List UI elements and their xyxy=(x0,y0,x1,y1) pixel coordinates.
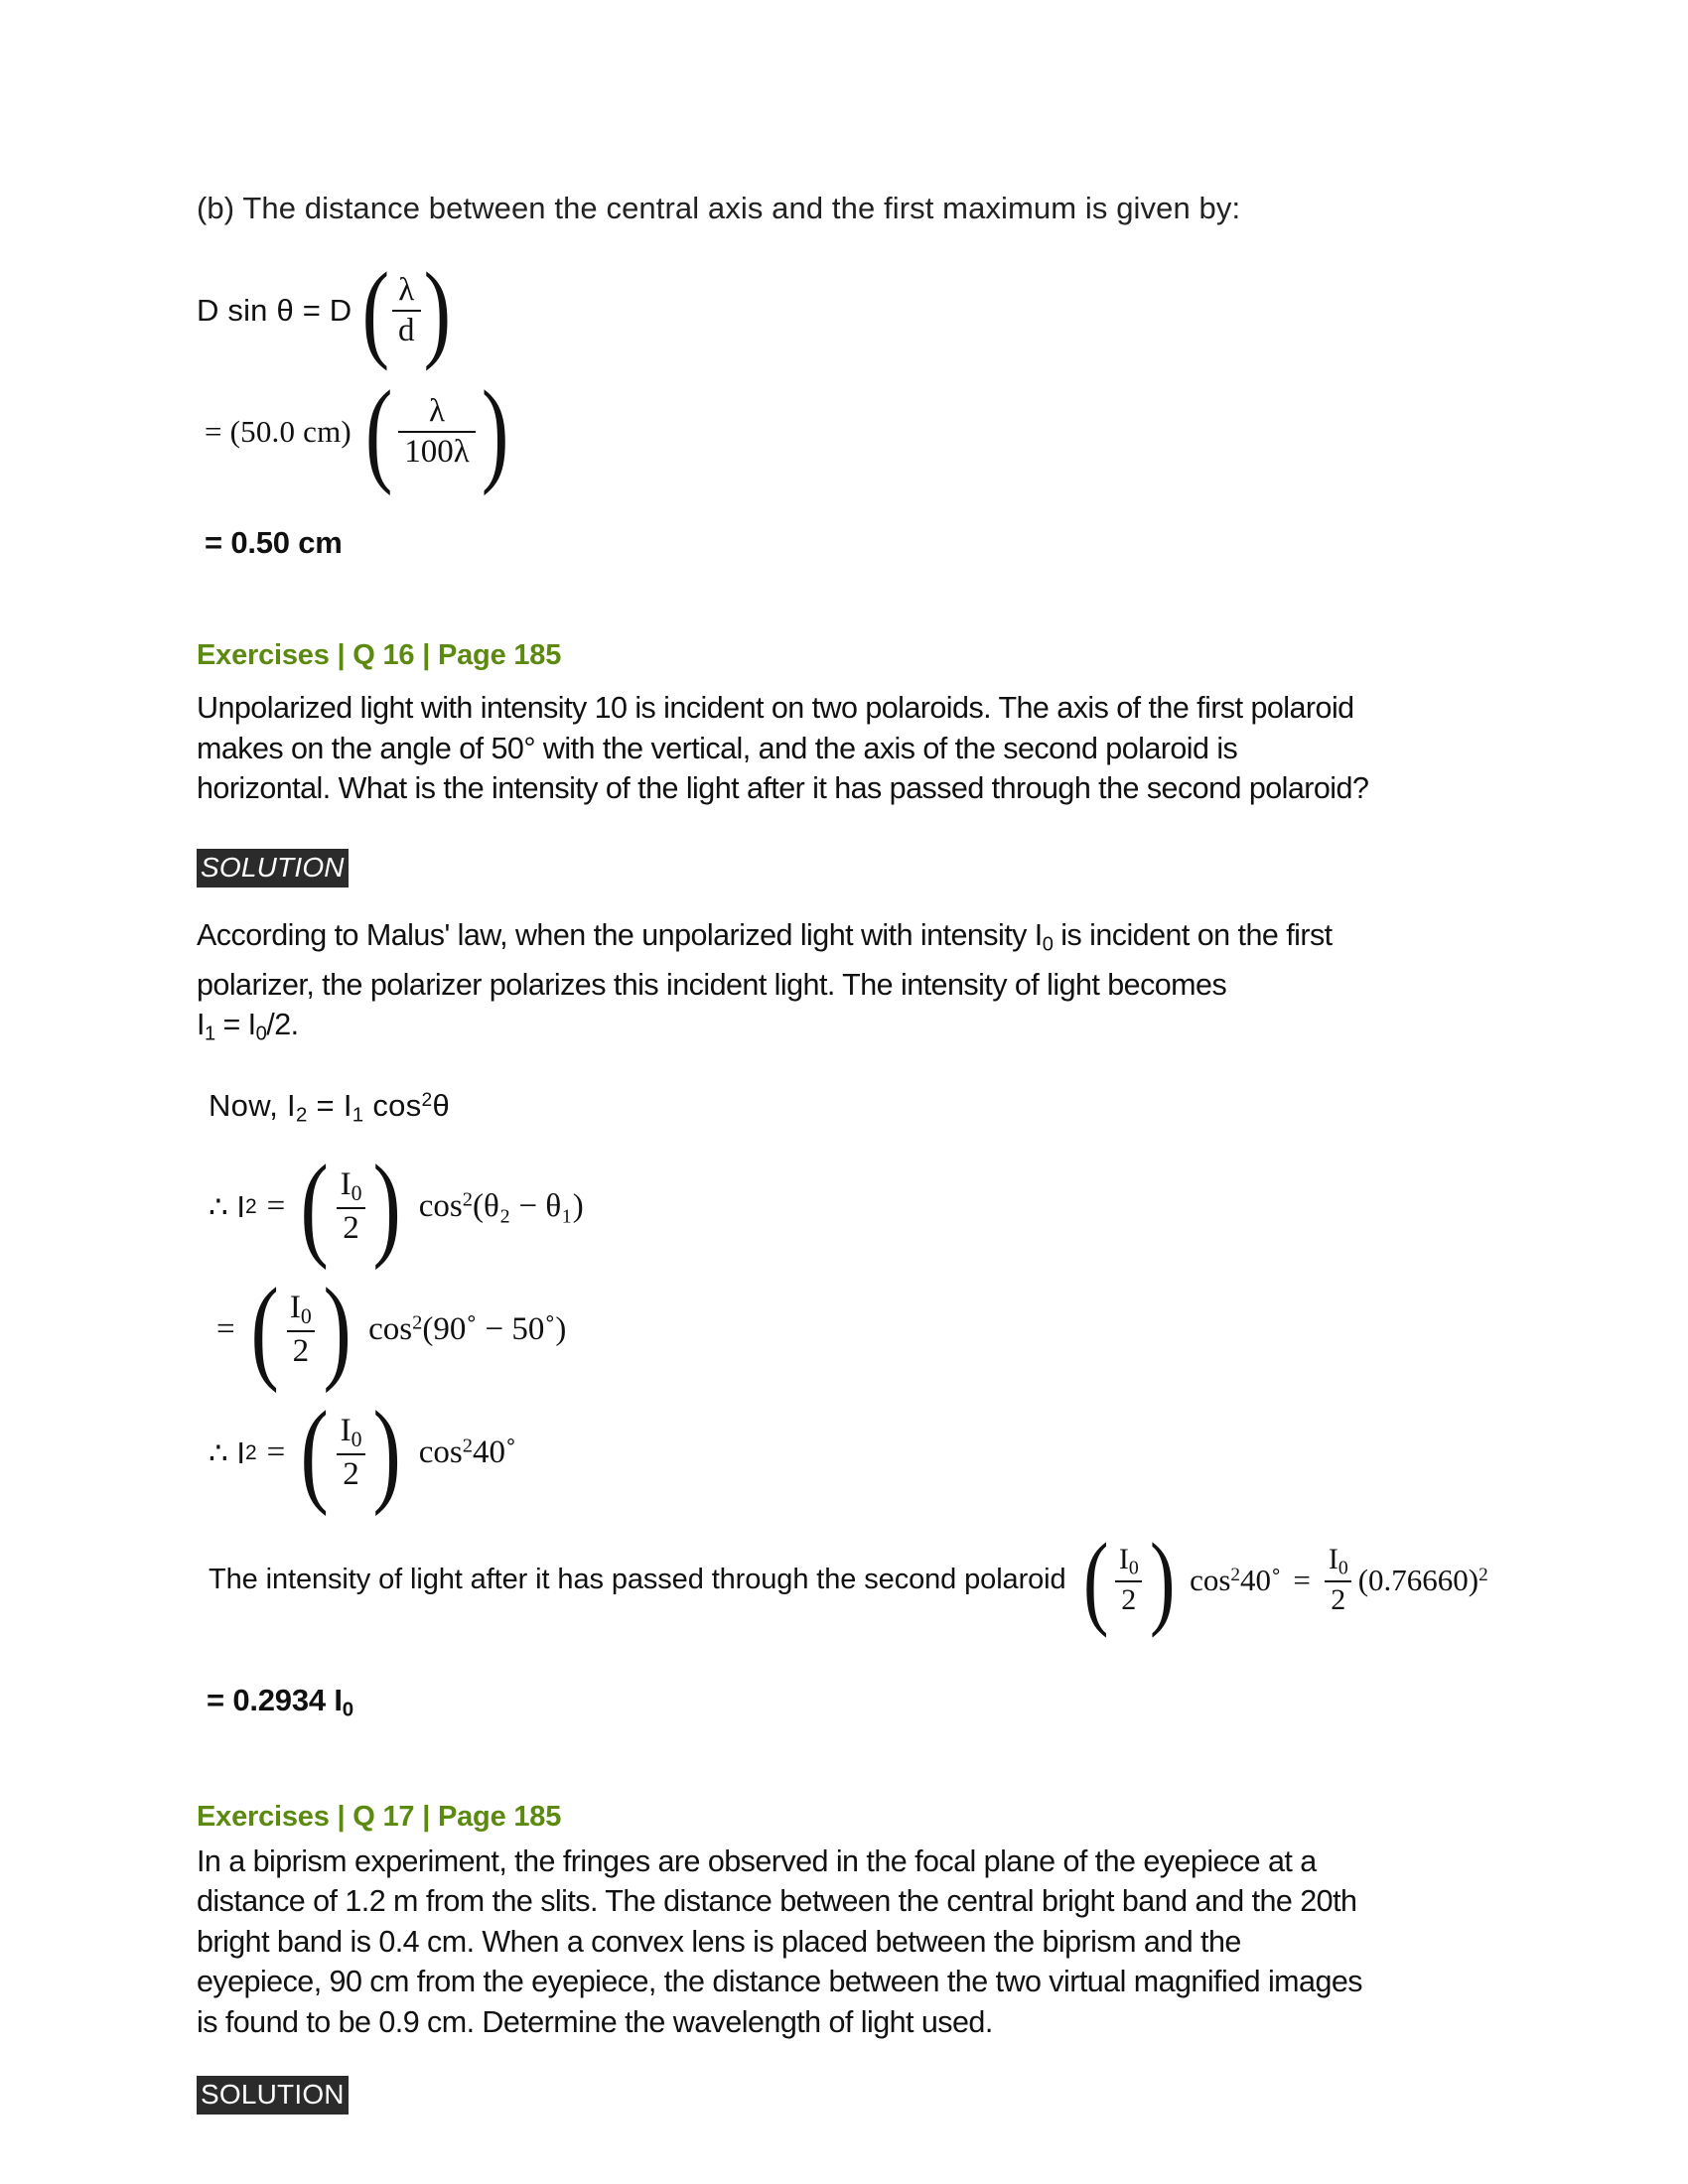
cos-label: cos xyxy=(1190,1562,1231,1597)
left-paren: ( xyxy=(300,1387,330,1518)
fraction-denominator: 2 xyxy=(1115,1580,1142,1616)
part-b-intro: (b) The distance between the central axis and the first maximum is given by: xyxy=(197,191,1241,225)
fraction-denominator: 2 xyxy=(1325,1580,1351,1616)
i0-subscript: 0 xyxy=(351,1181,362,1206)
i0-subscript: 0 xyxy=(1128,1557,1139,1579)
fraction-denominator: 2 xyxy=(337,1207,365,1246)
cos-power: 2 xyxy=(462,1188,473,1211)
q16-answer xyxy=(207,1683,1487,1722)
numeric-value: (0.76660) xyxy=(1357,1562,1479,1597)
i0-symbol: I xyxy=(340,1413,352,1449)
right-paren: ) xyxy=(1149,1521,1176,1638)
i1-equals: = I xyxy=(214,1008,256,1042)
equation-50cm xyxy=(205,365,1487,496)
fraction-numerator xyxy=(1323,1545,1354,1580)
now-equals: = I xyxy=(307,1088,352,1124)
left-paren: ( xyxy=(1082,1521,1108,1638)
equation-i2-substituted xyxy=(216,1264,1487,1395)
question-text-q17: In a biprism experiment, the fringes are observed in the focal plane of the eyepiece at a distance of 1.2 m from the slits. The distance between the central bright band and the 20th bright band is 0.4 cm. When a convex lens is placed between the biprism and the eyepiece, 90 cm from the eyepiece, the distance between the two virtual magnified images is found to be 0.9 cm. Determine the wavelength of light used. xyxy=(197,1843,1362,2039)
fraction-numerator: λ xyxy=(398,271,415,308)
cos-power: 2 xyxy=(1230,1564,1240,1585)
cos-argument: 40˚ xyxy=(472,1434,516,1471)
fraction-denominator: 100λ xyxy=(398,431,476,470)
question-text-q16: Unpolarized light with intensity 10 is incident on two polaroids. The axis of the first polaroid makes on the angle of 50° with the vertical, and the axis of the second polaroid is horizontal. What is the intensity of the light after it has passed through the second polaroid? xyxy=(197,691,1369,805)
eq-c-lead: ∴ I xyxy=(209,1434,245,1470)
solution-paragraph-q16 xyxy=(197,915,1363,1006)
q16-answer-sub: 0 xyxy=(342,1698,353,1721)
now-cos: cos xyxy=(363,1088,422,1124)
now-theta: θ xyxy=(432,1088,451,1124)
value-power: 2 xyxy=(1478,1564,1488,1585)
final-sentence-row xyxy=(209,1521,1488,1638)
eq-c-cos xyxy=(419,1434,516,1471)
cos-label: cos xyxy=(418,1434,463,1471)
q16-answer-value: = 0.2934 I xyxy=(207,1682,343,1717)
fraction-lambda-over-100lambda xyxy=(398,392,476,470)
fraction-i0-over-2-right xyxy=(1323,1545,1354,1615)
eq-b-lead: = xyxy=(216,1311,235,1348)
page-content xyxy=(197,189,1487,2115)
fraction-lambda-over-d xyxy=(392,271,421,348)
cos-label: cos xyxy=(418,1188,463,1225)
right-paren: ) xyxy=(323,1264,352,1395)
right-paren: ) xyxy=(481,365,509,496)
cos-argument: (θ₂ − θ₁) xyxy=(472,1188,584,1225)
exercise-heading-q16: Exercises | Q 16 | Page 185 xyxy=(197,639,562,671)
solution-label-q17-wrapper xyxy=(197,2076,1487,2115)
final-cos xyxy=(1190,1563,1281,1598)
left-paren: ( xyxy=(364,365,393,496)
final-equals: = xyxy=(1293,1562,1311,1597)
i0-symbol: I xyxy=(1328,1543,1338,1576)
left-paren: ( xyxy=(250,1264,279,1395)
now-power: 2 xyxy=(421,1090,433,1112)
equation-lead: D sin θ = D xyxy=(197,293,352,328)
i1-post: /2. xyxy=(266,1008,299,1042)
i0-sub: 0 xyxy=(255,1023,267,1045)
i1-sub: 1 xyxy=(204,1023,215,1045)
i1-symbol: I xyxy=(197,1008,205,1042)
equation-d-sin-theta xyxy=(197,249,1487,371)
final-sentence-text: The intensity of light after it has passed through the second polaroid xyxy=(209,1564,1066,1596)
part-b-answer: = 0.50 cm xyxy=(205,525,343,560)
equation-lead: = (50.0 cm) xyxy=(205,414,352,449)
eq-a-equals: = xyxy=(266,1188,286,1225)
solution-text-part1: According to Malus' law, when the unpolarized light with intensity I xyxy=(197,917,1043,952)
cos-label: cos xyxy=(368,1311,413,1348)
fraction-numerator xyxy=(335,1168,368,1206)
exercise-heading-q17: Exercises | Q 17 | Page 185 xyxy=(197,1800,562,1833)
equation-i2-general xyxy=(209,1141,1487,1272)
fraction-i0-over-2 xyxy=(335,1168,368,1245)
cos-power: 2 xyxy=(462,1434,473,1457)
i0-subscript: 0 xyxy=(1337,1557,1348,1579)
i0-subscript: 0 xyxy=(300,1304,312,1329)
now-sub2: 1 xyxy=(352,1103,364,1127)
fraction-numerator xyxy=(335,1415,368,1452)
fraction-denominator: 2 xyxy=(287,1330,316,1369)
fraction-numerator: λ xyxy=(429,392,446,429)
i0-symbol: I xyxy=(289,1290,301,1326)
fraction-i0-over-2 xyxy=(335,1415,368,1491)
fraction-numerator xyxy=(1113,1545,1145,1580)
right-paren: ) xyxy=(372,1387,402,1518)
i0-symbol: I xyxy=(1118,1543,1129,1576)
solution-line-i1 xyxy=(197,1005,1487,1054)
eq-c-equals: = xyxy=(266,1434,286,1471)
eq-a-lead: ∴ I xyxy=(209,1188,245,1224)
left-paren: ( xyxy=(300,1141,330,1272)
solution-label-q16: SOLUTION xyxy=(197,849,349,887)
equation-now-i2 xyxy=(209,1088,1487,1128)
now-lead: Now, I xyxy=(209,1088,296,1124)
eq-b-cos xyxy=(368,1311,566,1348)
eq-a-cos xyxy=(419,1188,584,1225)
now-sub1: 2 xyxy=(295,1103,308,1127)
fraction-denominator: d xyxy=(392,310,421,348)
eq-c-sub: 2 xyxy=(244,1440,257,1464)
i0-subscript: 0 xyxy=(351,1428,362,1452)
cos-argument: 40˚ xyxy=(1240,1562,1282,1597)
fraction-i0-over-2 xyxy=(1113,1545,1145,1615)
eq-a-sub: 2 xyxy=(244,1194,257,1218)
equation-i2-final xyxy=(209,1387,1487,1518)
fraction-i0-over-2 xyxy=(284,1292,318,1368)
final-value xyxy=(1358,1563,1488,1598)
i0-symbol: I xyxy=(340,1166,352,1203)
right-paren: ) xyxy=(372,1141,402,1272)
left-paren: ( xyxy=(361,249,390,371)
right-paren: ) xyxy=(423,249,451,371)
solution-text-part1-sub: 0 xyxy=(1042,933,1054,956)
fraction-numerator xyxy=(284,1292,318,1329)
cos-argument: (90˚ − 50˚) xyxy=(422,1311,567,1348)
fraction-denominator: 2 xyxy=(337,1453,365,1492)
solution-label-q16-wrapper xyxy=(197,849,1487,887)
solution-text-part2: is incident on the first polarizer, the polarizer polarizes this incident light. The intensity of light becomes xyxy=(197,917,1333,1002)
solution-label-q17: SOLUTION xyxy=(197,2076,349,2115)
cos-power: 2 xyxy=(412,1311,423,1334)
